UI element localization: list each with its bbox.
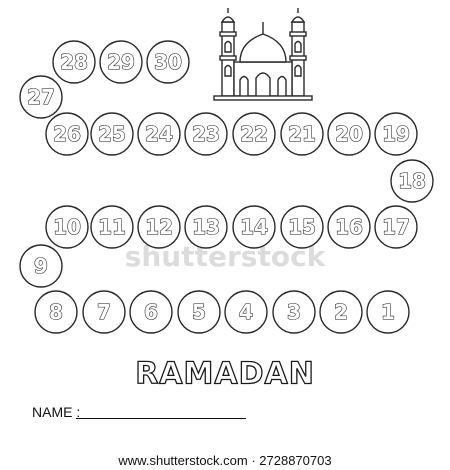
day-circle-26[interactable] (46, 113, 88, 155)
day-circle-4[interactable] (225, 291, 267, 333)
day-circle-11[interactable] (91, 206, 133, 248)
day-number: 29 (107, 50, 135, 74)
day-number: 2 (334, 300, 348, 324)
mosque-icon (214, 8, 312, 100)
day-number: 17 (382, 215, 410, 239)
footer-credit: www.shutterstock.com · 2728870703 (0, 451, 450, 470)
day-number: 20 (335, 122, 363, 146)
day-number: 27 (27, 85, 55, 109)
day-number: 10 (53, 215, 81, 239)
day-circle-29[interactable] (100, 41, 142, 83)
day-number: 21 (288, 122, 316, 146)
day-number: 22 (240, 122, 268, 146)
day-circle-7[interactable] (83, 291, 125, 333)
day-circle-12[interactable] (138, 206, 180, 248)
day-number: 12 (145, 215, 173, 239)
name-label: NAME : (32, 404, 81, 420)
day-circle-15[interactable] (281, 206, 323, 248)
day-number: 16 (335, 215, 363, 239)
day-number: 13 (192, 215, 220, 239)
day-number: 18 (398, 169, 426, 193)
day-circle-24[interactable] (138, 113, 180, 155)
day-number: 6 (144, 300, 158, 324)
day-number: 23 (192, 122, 220, 146)
day-number: 30 (154, 50, 182, 74)
day-circle-22[interactable] (233, 113, 275, 155)
day-number: 28 (60, 50, 88, 74)
day-circle-3[interactable] (273, 291, 315, 333)
day-circle-8[interactable] (35, 291, 77, 333)
name-writing-line[interactable] (76, 418, 246, 419)
day-number: 19 (382, 122, 410, 146)
day-circle-5[interactable] (178, 291, 220, 333)
day-circle-6[interactable] (130, 291, 172, 333)
day-number: 25 (98, 122, 126, 146)
day-number: 14 (240, 215, 268, 239)
day-circle-9[interactable] (20, 245, 62, 287)
day-circle-13[interactable] (185, 206, 227, 248)
watermark-text: shutterstock (124, 240, 326, 273)
page-title: RAMADAN (135, 356, 315, 392)
day-number: 7 (97, 300, 111, 324)
day-number: 4 (239, 300, 253, 324)
day-circle-21[interactable] (281, 113, 323, 155)
day-circle-1[interactable] (367, 291, 409, 333)
day-circle-16[interactable] (328, 206, 370, 248)
day-circle-25[interactable] (91, 113, 133, 155)
day-circle-18[interactable] (391, 160, 433, 202)
day-circle-17[interactable] (375, 206, 417, 248)
day-circle-27[interactable] (20, 76, 62, 118)
day-number: 3 (287, 300, 301, 324)
day-number: 5 (192, 300, 206, 324)
day-circle-20[interactable] (328, 113, 370, 155)
day-circle-2[interactable] (320, 291, 362, 333)
day-number: 8 (49, 300, 63, 324)
day-circle-23[interactable] (185, 113, 227, 155)
day-circle-28[interactable] (53, 41, 95, 83)
day-number: 9 (34, 254, 48, 278)
day-circle-19[interactable] (375, 113, 417, 155)
day-number: 1 (381, 300, 395, 324)
day-number: 26 (53, 122, 81, 146)
day-circle-10[interactable] (46, 206, 88, 248)
day-circle-14[interactable] (233, 206, 275, 248)
day-number: 11 (98, 215, 126, 239)
day-number: 15 (288, 215, 316, 239)
day-circle-30[interactable] (147, 41, 189, 83)
day-number: 24 (145, 122, 173, 146)
